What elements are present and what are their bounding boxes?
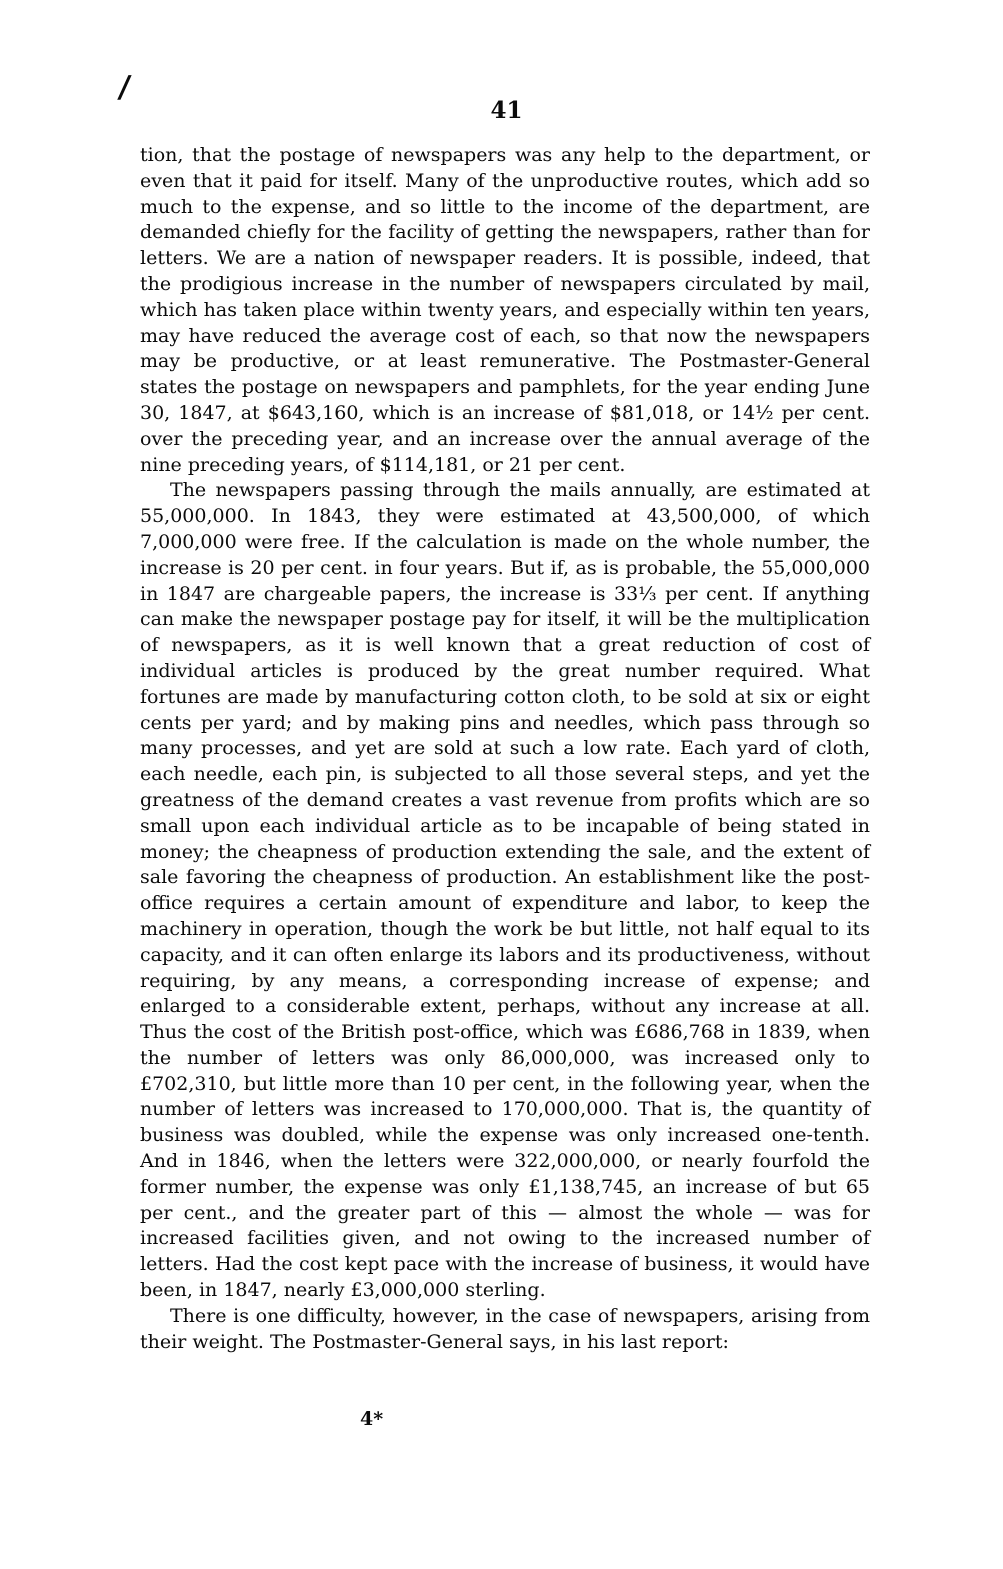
- paragraph: tion, that the postage of newspapers was any help to the department, or even that it paid for itself. Many of the unproductive routes, which add so much to the expense, and so little to the income of the department, are demanded chiefly for the facility of getting the newspapers, rather than for letters. We are a nation of newspaper readers. It is possible, indeed, that the prodigious increase in the number of newspapers circulated by mail, which has taken place within twenty years, and especially within ten years, may have reduced the average cost of each, so that now the newspapers may be productive, or at least remunerative. The Postmaster-General states the postage on newspapers and pamphlets, for the year ending June 30, 1847, at $643,160, which is an increase of $81,018, or 14½ per cent. over the preceding year, and an increase over the annual average of the nine preceding years, of $114,181, or 21 per cent.: [140, 144, 870, 476]
- body-text: [140, 143, 870, 1355]
- margin-mark: /: [116, 70, 133, 105]
- paragraph: There is one difficulty, however, in the case of newspapers, arising from their weight. The Postmaster-General says, in his last report:: [140, 1304, 870, 1353]
- signature-mark: 4*: [360, 1408, 384, 1430]
- page-number: 41: [490, 97, 523, 124]
- paragraph: The newspapers passing through the mails annually, are estimated at 55,000,000. In 1843, they were estimated at 43,500,000, of which 7,000,000 were free. If the calculation is made on the whole number, the increase is 20 per cent. in four years. But if, as is probable, the 55,000,000 in 1847 are chargeable papers, the increase is 33⅓ per cent. If anything can make the newspaper postage pay for itself, it will be the multiplication of newspapers, as it is well known that a great reduction of cost of individual articles is produced by the great number required. What fortunes are made by manufacturing cotton cloth, to be sold at six or eight cents per yard; and by making pins and needles, which pass through so many processes, and yet are sold at such a low rate. Each yard of cloth, each needle, each pin, is subjected to all those several steps, and yet the greatness of the demand creates a vast revenue from profits which are so small upon each individual article as to be incapable of being stated in money; the cheapness of production extending the sale, and the extent of sale favoring the cheapness of production. An establishment like the post-office requires a certain amount of expenditure and labor, to keep the machinery in operation, though the work be but little, not half equal to its capacity, and it can often enlarge its labors and its productiveness, without requiring, by any means, a corresponding increase of expense; and enlarged to a considerable extent, perhaps, without any increase at all. Thus the cost of the British post-office, which was £686,768 in 1839, when the number of letters was only 86,000,000, was increased only to £702,310, but little more than 10 per cent, in the following year, when the number of letters was increased to 170,000,000. That is, the quantity of business was doubled, while the expense was only increased one-tenth. And in 1846, when the letters were 322,000,000, or nearly fourfold the former number, the expense was only £1,138,745, an increase of but 65 per cent., and the greater part of this — almost the whole — was for increased facilities given, and not owing to the increased number of letters. Had the cost kept pace with the increase of business, it would have been, in 1847, nearly £3,000,000 sterling.: [140, 479, 870, 1302]
